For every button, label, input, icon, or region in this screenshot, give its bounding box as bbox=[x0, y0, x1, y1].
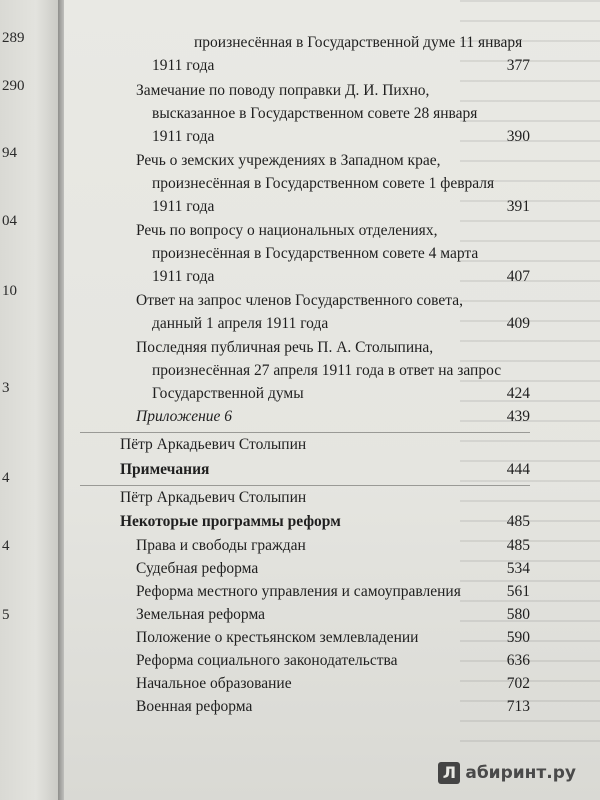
left-page-number: 94 bbox=[2, 145, 17, 161]
watermark-text: абиринт.ру bbox=[465, 763, 576, 783]
toc-page-number: 444 bbox=[506, 461, 530, 478]
toc-entry-text: Последняя публичная речь П. А. Столыпина, bbox=[136, 339, 434, 356]
toc-row bbox=[64, 173, 600, 195]
toc-entry-text: Приложение 6 bbox=[136, 408, 233, 425]
toc-entry-text: Права и свободы граждан bbox=[136, 537, 306, 554]
toc-page-number: 439 bbox=[506, 408, 530, 425]
toc-row bbox=[64, 243, 600, 265]
toc-entry-text: Положение о крестьянском землевладении bbox=[136, 629, 419, 646]
section-divider bbox=[80, 485, 530, 486]
toc-entry-text: 1911 года bbox=[152, 128, 215, 145]
toc-row bbox=[64, 696, 600, 718]
toc-entry-text: Судебная реформа bbox=[136, 560, 259, 577]
toc-entry-text: Военная реформа bbox=[136, 698, 253, 715]
left-page-number: 4 bbox=[2, 538, 10, 554]
toc-entry-text: произнесённая в Государственном совете 4 марта bbox=[152, 245, 479, 262]
book-page bbox=[64, 0, 600, 800]
toc-entry-text: Реформа местного управления и самоуправления bbox=[136, 583, 461, 600]
left-page-number: 4 bbox=[2, 470, 10, 486]
toc-row bbox=[64, 511, 600, 533]
toc-entry-text: 1911 года bbox=[152, 268, 215, 285]
toc-row bbox=[64, 535, 600, 557]
toc-page-number: 485 bbox=[506, 513, 530, 530]
toc-row bbox=[64, 673, 600, 695]
toc-row bbox=[64, 487, 600, 509]
toc-page-number: 636 bbox=[506, 652, 530, 669]
watermark-logo bbox=[438, 760, 576, 786]
left-page-number: 5 bbox=[2, 607, 10, 623]
toc-page-number: 561 bbox=[506, 583, 530, 600]
toc-row bbox=[64, 627, 600, 649]
toc-page-number: 702 bbox=[506, 675, 530, 692]
table-of-contents bbox=[64, 0, 600, 800]
toc-row bbox=[64, 290, 600, 312]
toc-row bbox=[64, 266, 600, 288]
toc-row bbox=[64, 196, 600, 218]
toc-row bbox=[64, 55, 600, 77]
toc-page-number: 580 bbox=[506, 606, 530, 623]
toc-page-number: 409 bbox=[506, 315, 530, 332]
toc-row bbox=[64, 126, 600, 148]
toc-row bbox=[64, 406, 600, 428]
section-divider bbox=[80, 432, 530, 433]
toc-entry-text: произнесённая 27 апреля 1911 года в ответ на запрос bbox=[152, 362, 502, 379]
toc-author: Пётр Аркадьевич Столыпин bbox=[120, 489, 307, 506]
left-page-number: 04 bbox=[2, 213, 17, 229]
left-page-number: 290 bbox=[2, 78, 25, 94]
toc-row bbox=[64, 313, 600, 335]
toc-row bbox=[64, 80, 600, 102]
toc-entry-text: 1911 года bbox=[152, 198, 215, 215]
toc-row bbox=[64, 459, 600, 481]
toc-page-number: 713 bbox=[506, 698, 530, 715]
toc-entry-text: Речь о земских учреждениях в Западном крае, bbox=[136, 152, 441, 169]
toc-row bbox=[64, 32, 600, 54]
toc-page-number: 390 bbox=[506, 128, 530, 145]
toc-page-number: 424 bbox=[506, 385, 530, 402]
toc-page-number: 534 bbox=[506, 560, 530, 577]
toc-entry-text: произнесённая в Государственном совете 1 февраля bbox=[152, 175, 495, 192]
toc-entry-text: Земельная реформа bbox=[136, 606, 266, 623]
toc-row bbox=[64, 581, 600, 603]
toc-page-number: 391 bbox=[506, 198, 530, 215]
toc-entry-text: Начальное образование bbox=[136, 675, 292, 692]
toc-author: Пётр Аркадьевич Столыпин bbox=[120, 436, 307, 453]
toc-entry-text: данный 1 апреля 1911 года bbox=[152, 315, 329, 332]
toc-entry-text: Речь по вопросу о национальных отделениях, bbox=[136, 222, 438, 239]
toc-page-number: 407 bbox=[506, 268, 530, 285]
toc-page-number: 590 bbox=[506, 629, 530, 646]
toc-row bbox=[64, 103, 600, 125]
toc-entry-text: Реформа социального законодательства bbox=[136, 652, 398, 669]
toc-entry-text: 1911 года bbox=[152, 57, 215, 74]
toc-row bbox=[64, 337, 600, 359]
left-page-number: 289 bbox=[2, 30, 25, 46]
toc-row bbox=[64, 383, 600, 405]
left-page-edge bbox=[0, 0, 60, 800]
toc-row bbox=[64, 360, 600, 382]
toc-row bbox=[64, 604, 600, 626]
toc-row bbox=[64, 558, 600, 580]
left-page-number: 3 bbox=[2, 380, 10, 396]
toc-row bbox=[64, 150, 600, 172]
labirint-logo-icon: Л bbox=[438, 762, 460, 784]
toc-entry-text: произнесённая в Государственной думе 11 января bbox=[194, 34, 523, 51]
toc-row bbox=[64, 650, 600, 672]
toc-entry-text: Замечание по поводу поправки Д. И. Пихно, bbox=[136, 82, 430, 99]
toc-row bbox=[64, 220, 600, 242]
left-page-number: 10 bbox=[2, 283, 17, 299]
toc-page-number: 377 bbox=[506, 57, 530, 74]
toc-entry-text: Ответ на запрос членов Государственного совета, bbox=[136, 292, 464, 309]
toc-row bbox=[64, 434, 600, 456]
toc-entry-text: высказанное в Государственном совете 28 января bbox=[152, 105, 478, 122]
toc-entry-text: Государственной думы bbox=[152, 385, 304, 402]
toc-section-title: Примечания bbox=[120, 461, 210, 478]
toc-section-title: Некоторые программы реформ bbox=[120, 513, 341, 530]
toc-page-number: 485 bbox=[506, 537, 530, 554]
